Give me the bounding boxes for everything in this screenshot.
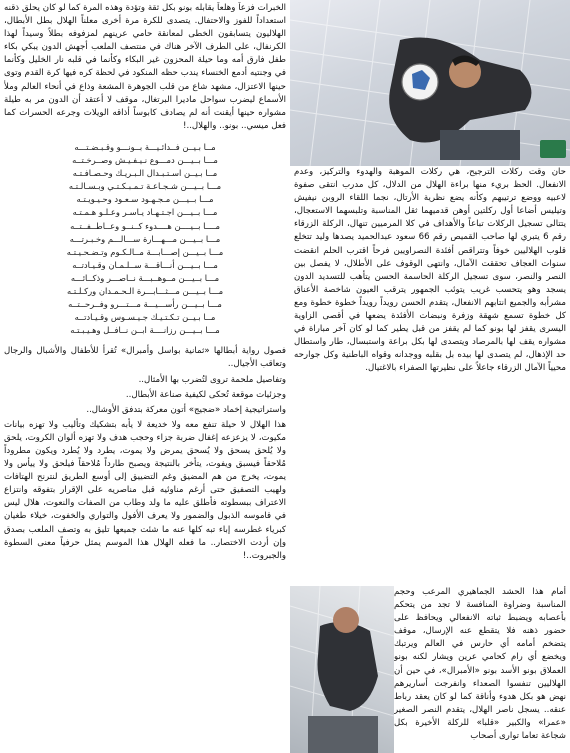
poem-line: مـــا بــيـــن رأســـيـــة مـــتـــرو وفــرحــتــه	[68, 299, 222, 310]
poem-line: مـــا بــيـــن مـجـهـود سـعـود وحـيـويـتـه	[76, 194, 214, 205]
green-corner-mark	[540, 140, 566, 158]
article-right-column-bottom	[394, 586, 566, 750]
poem-line: مــا بـيــن اسـتـبـدال الـبـريـك وحـصـافـتـه	[72, 168, 218, 179]
poem-block	[4, 141, 286, 337]
right-paragraph-1: حان وقت ركلات الترجيح، هي ركلات الموهبة والهدوء والتركيز، وعدم الانفعال. الحظ بريء منها براءة الهلال من الدلال، كل مدرب انتقى صفوة لاعبيه ووضع ترتيبهم وكأنه يضع نظرية الأرتال، نجما اللقاء الروبن نيفيش وتيليس أضاعا أول ركلتين أوهن قدميهما ثقل المناسبة وتلبسهما الاستعجال، يتتالى تسجيل الركلات تباعاً والأهداف في كلا المرميين تنهال، الركلة الزرقاء رقم 6 يتبري لها صاحب القميص رقم 66 سعود عبدالحميد يصدها وليد تتخلع قلوب الهلاليين خوفاً وتتراقص أفئدة النصراويين فرحاً اقترب الحلم انقضت سنوات العجاف تحققت الآمال، وانتهى الوقوف على الأطلال، لا يفصل بين النصر والنصر، سوى تسجيل الركلة الحاسمة الحسن يتأهب للتسديد الدون يسجد وهو يتحسب غريب يتوئب الجمهور يترقب العيون شاخصة الأعناق مشرأبه والجميع انتابهم الانفعال، يتقدم الحسن رويداً رويداً خطوة خطوة ومع كل خطوة تسمع شهقة وزفرة ونبضات الأفئدة يضعها في أقصى الزاوية اليسرى يقفز لها بونو كما لم يقفز من قبل يطير كما لو كان آخر مباراة في مشواره يقف لها بالمرصاد ويتصدى لها بكل براعة واستبسال، طار واستطال حد الإذهال، لم يتصدى لها بيده بل بقلبه ووجدانه وقواه الباطنية وكل جوارحه محيياً الآمال الزرقاء جاعلاً على نظيرتها الصفراء بالاغتيال.	[294, 167, 566, 374]
poem-line: مـــا بــيـــن مــوهــبـــة نــاصـــر وذكــائـــه	[70, 272, 220, 283]
poem-line: مـــا بــيـــن اجـتـهـاد يـاسـر وعـلـو هـمـتـه	[72, 207, 218, 218]
goalkeeper-photo-bottom	[290, 586, 394, 753]
left-paragraph-2: فصول رواية أبطالها «ثمانية بواسل وأمبرال» تُقرأ للأطفال والأشبال والرجال وتعاقب الأجيال..	[4, 346, 286, 370]
left-paragraph-4: وجزئيات موقعة تُحكى لكيفية صناعة الأبطال..	[125, 389, 286, 400]
poem-line: مــــا بــيــــن هــــدوء كــنــو وعــاطــفــتــه	[70, 220, 220, 231]
right-paragraph-2: أمام هذا الحشد الجماهيري المرعب وحجم المناسبة وضراوة المنافسة لا تجد من يتحكم بأعصابه ويضبط ثباته الانفعالي ويحافظ على حضور ذهنه فلا يتقطع عنه الإرسال، موقف يتضخم أمامه أي حارس في العالم ويرتبك ويخضع أي رام كحامي عرين ويشار لكنه بونو العملاق بونو الأسد بونو «الأمبرال»، في حين أن الهلاليين تنفسوا الصعداء وانفرجت أساريرهم نهض هو بكل هدوء وأناقة كما لو كان يعقد رباط عنقه.. يسجل ناصر الهلال، يتقدم النصر الصغير «عمرا» والكبير «قلبا» للركلة الأخيرة بكل شجاعة تعاما توارى أصحاب	[394, 587, 566, 742]
left-paragraph-6: هذا الهلال لا حيلة تنفع معه ولا خديعة لا يأبه بتشكيك وتأليب ولا تهزه بيانات مكيوت، لا يزعزعه إغفال ضربة جزاء وحجب هدف ولا تهزه ألوان الكروت، يلحق ولا يُلحق يسحق ولا يُسحق يمرض ولا يموت، يطرد ولا يُطرد ويكون مطروداً مُلاحقاً فيسبق ويفوت، يتأخر بالنتيجة ويصبح طارداً مُلاحقاً فيلحق ولا ييأس ولا يموت، يخرج من هم المضيق وغم التضييق إلى أوسع الطريق لنترنح الهتافات ولهيب التصفيق حتى أرغم مناوئيه قبل مناصريه على الإقرار بتفوقه وانتزاع الاعتراف ببسطوته فأطلق عليه ما ولد وطاب من الصفات والنعوت، هلال ليس في قاموسه الذبول والضمور ولا يعرف الأفول والتواري والخفوت، خيلاء طغيان كبرياء غطرسه إباء تبه كلها عنه ما شئت جميعها تليق به وتصف الملعب بصدق وإن أردت الاختصار.. ما فعله الهلال هذا الموسم يمثل حرفياً معنى السطوة والجبروت..!	[4, 419, 286, 561]
left-paragraph-3: وتفاصيل ملحمة تروى لتُضرب بها الأمثال..	[138, 374, 286, 385]
left-paragraph-5: واستراتيجية إخماد «ضجيج» أتون معركة بتدفق الأوشال..	[86, 404, 286, 415]
article-left-column	[4, 2, 286, 752]
left-paragraph-1: الخبرات فزعاً وهلعاً يقابله بونو بكل ثقة وتؤدة وهذه المرة كما لو كان يحلق ذقنه استعداداً للفوز والاحتفال. يتصدى للكرة مرة أخرى معلناً الهلال بطل الأبطال، الهلاليون يتسابقون الخطى لمعانقة حامي عرينهم لمزفوفه بطلاً وسيداً لهذا الكرنفال، على الطرف الآخر هناك في منتصف الملعب أجهش الدون يبكي بكاء طفل فارق أمه وما حيلة المحزون غير البكاء وكأنما في قلبه نار الخليل وكأنما في وجنتيه أدمع الخنساء يندب حظه المنكود في لحظة كره فيها كرة القدم وتوى حينها الاعتزال، مشهد شاع من قلب الجوهرة المشعة وذاع في أنحاء العالم وملأ الأسماع ليضرب سواحل ماديرا البرتغال، موقف لا أعتقد أن الدون مر به طيلة مشواره حينها أيقنت أنه لم يصادف كابوساً أذاقه الويلات وجرعه الحسرات كما فعل ميسي.. بونو.. والهلال..!	[4, 3, 286, 131]
poem-line: مـــا بــيـــن دمـــوع نـيـفـيـش وصــرخـتــه	[72, 155, 218, 166]
poem-line: مـــا بــيـــن رزانــــة ابــن نــافــل وهـيـبـتـه	[70, 325, 220, 336]
goalkeeper-photo-illustration	[290, 0, 570, 166]
goalkeeper-photo-top	[290, 0, 570, 166]
poem-line: مـــا بــيـــن أنـــاقـــة ســلـمـان وقـيـادتــه	[72, 259, 218, 270]
poem-line: مــا بـيــن فــدائـيـــة بــونـــو وقـبـضـتـــه	[74, 141, 216, 152]
poem-line: مـــا بــيـــن مـــهـــارة ســـالـــم وخـبـرتـــه	[69, 233, 221, 244]
poem-line: مــا بـيــن تـكـتـيـك جـيـسـوس وقـيـادتــه	[74, 312, 216, 323]
article-right-column	[294, 166, 566, 586]
poem-line: مـــا بــيـــن إصـــابـــة مــالـكـوم وتـضـحـيـتـه	[66, 246, 224, 257]
poem-line: مـــا بــيـــن مـــثـــابـــرة الـحـمـدان وركـلـتـه	[66, 285, 224, 296]
goalkeeper-photo-bottom-illustration	[290, 586, 394, 753]
poem-line: مـــا بــيـــن شـجـاعـة تـمـبـكـتـي وبـسـالـتـه	[68, 181, 222, 192]
